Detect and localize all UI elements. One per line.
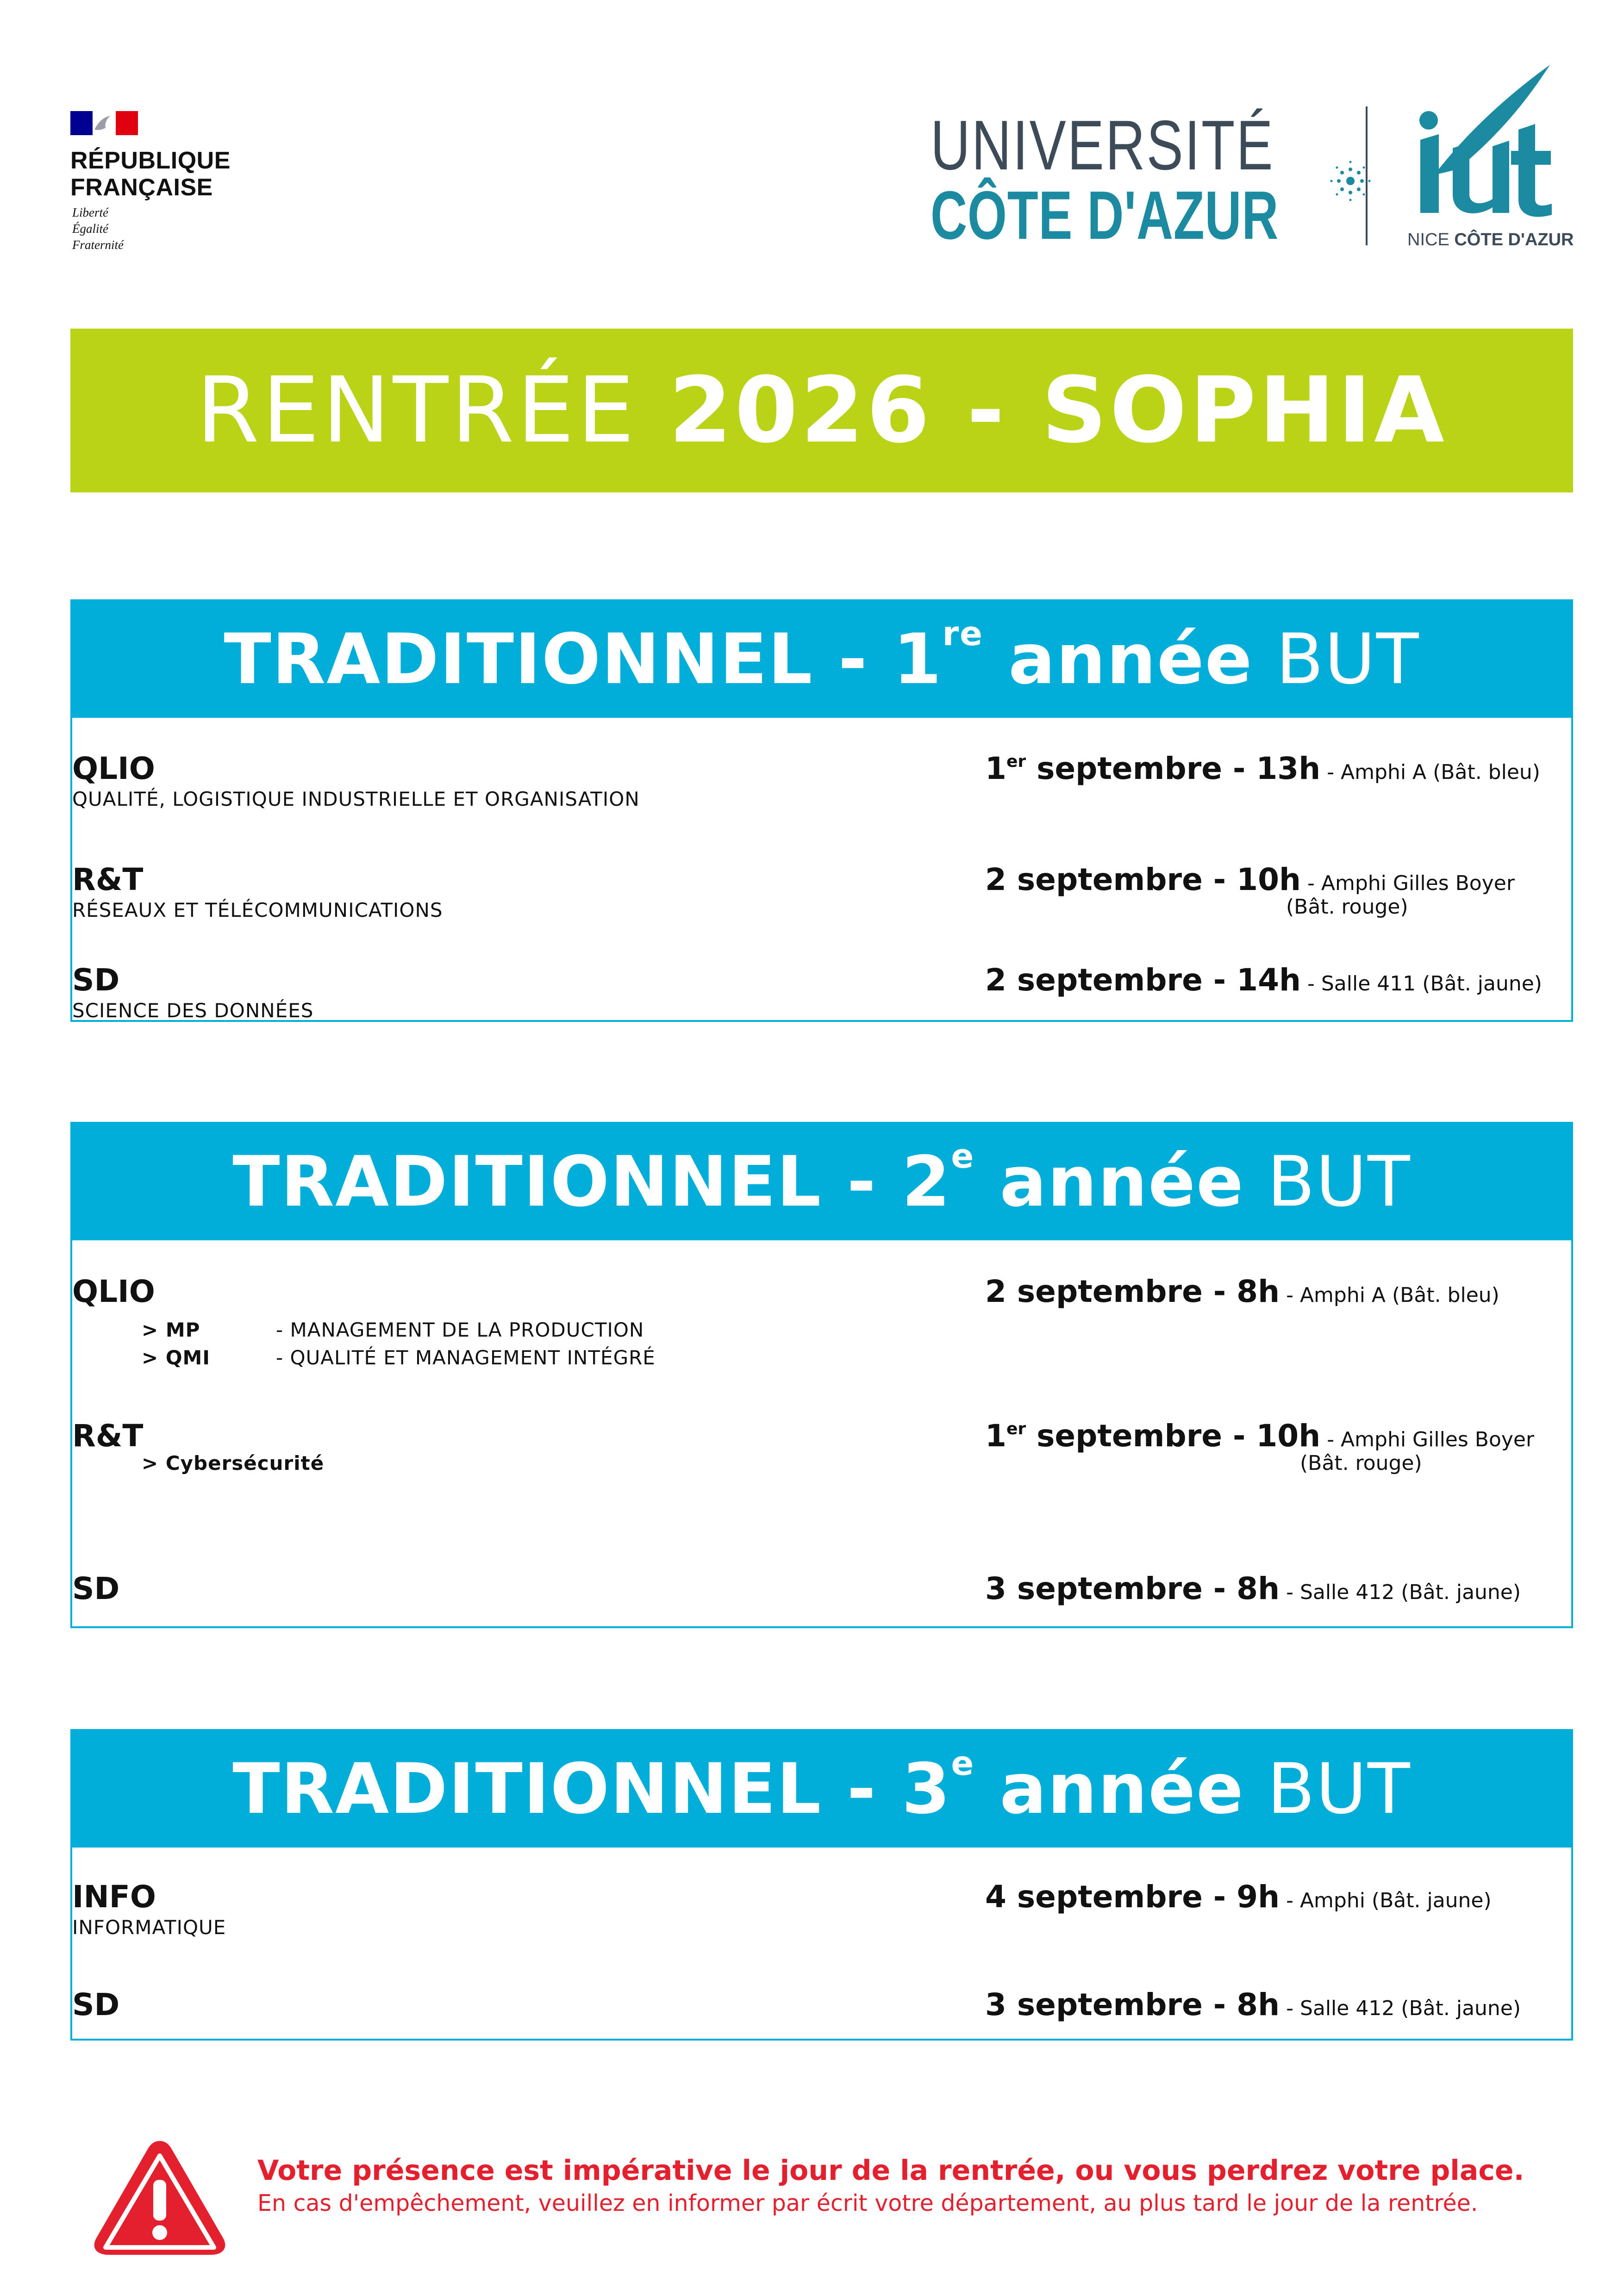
schedule-date-sup: er <box>1006 1419 1026 1438</box>
warning-message <box>257 2153 1568 2219</box>
republique-francaise-logo <box>70 111 265 259</box>
program-code: QLIO <box>72 751 155 786</box>
schedule-date <box>985 1418 1320 1454</box>
program-fullname: INFORMATIQUE <box>72 1916 226 1939</box>
page-title-banner <box>70 329 1573 492</box>
warning-line2: En cas d'empêchement, veuillez en informer par écrit votre département, au plus tard le jour de la rentrée. <box>257 2190 1478 2216</box>
schedule <box>985 1419 1534 1458</box>
schedule-place-line2: (Bât. rouge) <box>1300 1451 1422 1475</box>
schedule-date-day: 1 <box>985 751 1006 786</box>
section-first-year <box>70 599 1573 1022</box>
schedule-date: 2 septembre - 14h <box>985 962 1301 998</box>
schedule <box>985 963 1542 997</box>
rf-title-line2: FRANÇAISE <box>70 174 213 201</box>
program-option-key: > MP <box>142 1319 200 1341</box>
uca-dots-icon <box>1330 160 1371 202</box>
section-title-but: BUT <box>1244 1142 1411 1222</box>
schedule-date: 3 septembre - 8h <box>985 1571 1280 1606</box>
schedule-place: - Salle 411 (Bât. jaune) <box>1301 972 1542 996</box>
iut-subtitle-bold: CÔTE D'AZUR <box>1454 230 1574 249</box>
schedule-place: - Amphi A (Bât. bleu) <box>1280 1283 1499 1307</box>
program-code: R&T <box>72 1418 144 1454</box>
schedule-date: 2 septembre - 8h <box>985 1274 1280 1309</box>
program-fullname: QUALITÉ, LOGISTIQUE INDUSTRIELLE ET ORGANISATION <box>72 788 640 810</box>
program-option-label: - QUALITÉ ET MANAGEMENT INTÉGRÉ <box>276 1346 656 1369</box>
rf-title <box>70 147 231 201</box>
schedule <box>985 1988 1521 2022</box>
schedule-place: - Salle 412 (Bât. jaune) <box>1280 1997 1521 2020</box>
uca-line1: UNIVERSITÉ <box>931 106 1274 185</box>
iut-subtitle-light: NICE <box>1407 230 1449 249</box>
banner-bold-text: 2026 - SOPHIA <box>668 358 1447 463</box>
program-fullname: SCIENCE DES DONNÉES <box>72 999 314 1022</box>
section-title-main: TRADITIONNEL - 3 <box>232 1749 951 1829</box>
rf-motto-fraternite: Fraternité <box>72 238 124 252</box>
schedule-date-main: septembre - 10h <box>1026 1418 1321 1454</box>
schedule-place-line2: (Bât. rouge) <box>1286 895 1408 919</box>
schedule-place: - Salle 412 (Bât. jaune) <box>1280 1580 1521 1604</box>
schedule-place: - Amphi Gilles Boyer <box>1301 871 1515 895</box>
schedule <box>985 752 1540 791</box>
section-title <box>72 601 1571 718</box>
logo-separator <box>1366 106 1368 245</box>
section-title-but: BUT <box>1253 619 1420 700</box>
universite-cote-azur-logo <box>931 60 1574 259</box>
schedule-date <box>985 751 1320 786</box>
uca-line2: CÔTE D'AZUR <box>931 177 1279 254</box>
iut-logo-icon <box>1402 60 1555 227</box>
section-title-main: TRADITIONNEL - 1 <box>224 619 943 700</box>
section-title-main: TRADITIONNEL - 2 <box>232 1142 951 1222</box>
schedule <box>985 1572 1521 1606</box>
section-title <box>72 1731 1571 1848</box>
rf-motto <box>72 205 124 253</box>
schedule-place: - Amphi Gilles Boyer <box>1320 1428 1535 1451</box>
section-title-sup: re <box>942 614 983 653</box>
program-code: INFO <box>72 1879 156 1915</box>
section-title-year: année <box>974 1142 1244 1222</box>
program-option-key: > QMI <box>142 1346 210 1369</box>
section-title-sup: e <box>951 1744 975 1783</box>
warning-line1: Votre présence est impérative le jour de la rentrée, ou vous perdrez votre place. <box>257 2154 1524 2187</box>
program-option <box>142 1344 656 1372</box>
program-code: QLIO <box>72 1274 155 1309</box>
program-code: SD <box>72 1987 120 2022</box>
program-code: R&T <box>72 862 144 897</box>
schedule-date: 4 septembre - 9h <box>985 1879 1280 1915</box>
section-title-sup: e <box>951 1137 975 1176</box>
schedule <box>985 863 1515 897</box>
schedule <box>985 1880 1492 1914</box>
section-second-year <box>70 1122 1573 1628</box>
iut-subtitle <box>1407 230 1574 250</box>
banner-light-text: RENTRÉE <box>196 358 669 463</box>
schedule-date-day: 1 <box>985 1418 1006 1454</box>
schedule <box>985 1275 1499 1309</box>
rf-title-line1: RÉPUBLIQUE <box>70 147 231 174</box>
section-title-year: année <box>983 619 1253 700</box>
schedule-place: - Amphi A (Bât. bleu) <box>1320 760 1540 784</box>
program-fullname: RÉSEAUX ET TÉLÉCOMMUNICATIONS <box>72 899 443 921</box>
rf-motto-egalite: Égalité <box>72 222 108 236</box>
schedule-date-main: septembre - 13h <box>1026 751 1321 786</box>
section-title <box>72 1124 1571 1240</box>
program-option-label: - MANAGEMENT DE LA PRODUCTION <box>276 1319 644 1341</box>
program-code: SD <box>72 962 120 998</box>
schedule-place: - Amphi (Bât. jaune) <box>1280 1889 1492 1912</box>
schedule-date: 2 septembre - 10h <box>985 862 1301 897</box>
section-title-but: BUT <box>1244 1749 1411 1829</box>
schedule-date: 3 septembre - 8h <box>985 1987 1280 2022</box>
section-third-year <box>70 1729 1573 2041</box>
marianne-flag-icon <box>70 111 138 135</box>
program-option: > Cybersécurité <box>142 1452 325 1475</box>
section-title-year: année <box>974 1749 1244 1829</box>
schedule-date-sup: er <box>1006 752 1026 771</box>
program-code: SD <box>72 1571 120 1606</box>
rf-motto-liberte: Liberté <box>72 205 108 219</box>
program-option <box>142 1316 644 1344</box>
warning-triangle-icon <box>93 2137 227 2258</box>
